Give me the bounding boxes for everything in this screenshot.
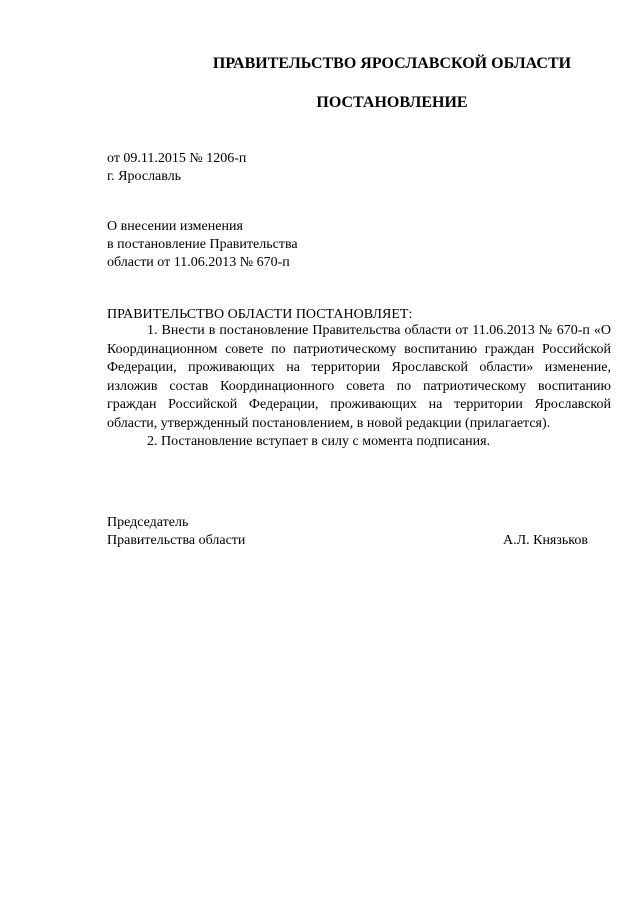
decree-item-1: 1. Внести в постановление Правительства области от 11.06.2013 № 670-п «О Координационном совете по патриотическому воспитанию граждан Российской Федерации, проживающих на территории Ярославской области» изменение, изложив состав Координационного совета по патриотическому воспитанию граждан Российской Федерации, проживающих на территории Ярославской области, утвержденный постановлением, в новой редакции (прилагается). xyxy=(107,323,611,431)
decree-header: ПРАВИТЕЛЬСТВО ОБЛАСТИ ПОСТАНОВЛЯЕТ: xyxy=(107,307,413,322)
subject xyxy=(107,218,298,272)
decree-item-2: 2. Постановление вступает в силу с момента подписания. xyxy=(147,434,491,449)
subject-line: области от 11.06.2013 № 670-п xyxy=(107,255,290,270)
date-number: от 09.11.2015 № 1206-п xyxy=(107,151,247,166)
subject-line: в постановление Правительства xyxy=(107,237,298,252)
signer-title-line1: Председатель xyxy=(107,515,189,530)
signer-name: А.Л. Князьков xyxy=(503,533,588,548)
government-title: ПРАВИТЕЛЬСТВО ЯРОСЛАВСКОЙ ОБЛАСТИ xyxy=(212,55,572,72)
issue-info xyxy=(107,150,246,186)
signature-block xyxy=(107,514,588,550)
city: г. Ярославль xyxy=(107,169,182,184)
subject-line: О внесении изменения xyxy=(107,219,243,234)
decree-body xyxy=(107,322,611,452)
signer-title-line2: Правительства области xyxy=(107,533,246,548)
document-type: ПОСТАНОВЛЕНИЕ xyxy=(316,94,468,111)
